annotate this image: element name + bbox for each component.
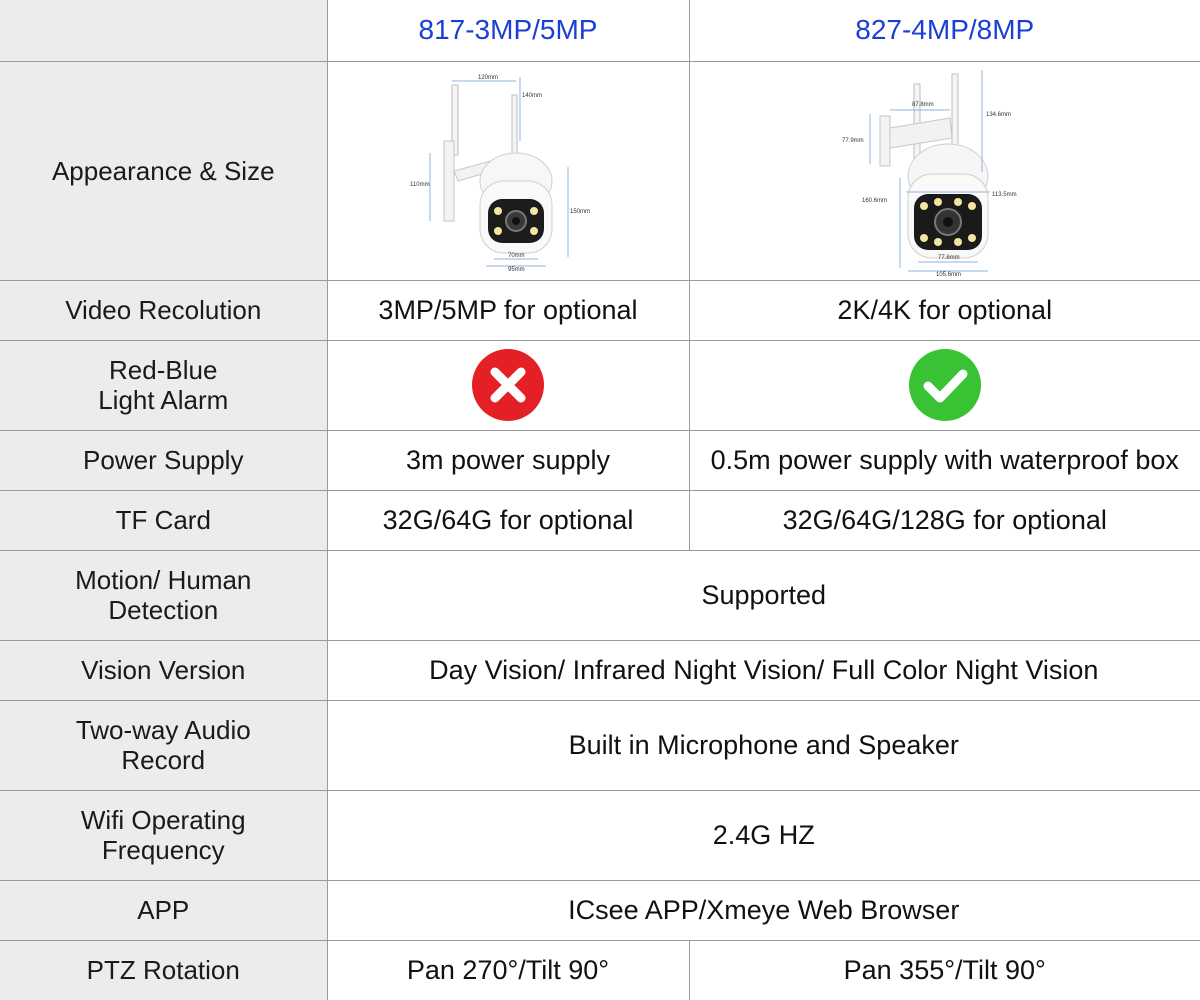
dim-label: 140mm — [522, 92, 543, 99]
dim-label: 110mm — [410, 181, 430, 188]
row-label — [0, 340, 327, 430]
model-b-camera-image — [690, 66, 1200, 276]
row-label — [0, 280, 327, 340]
audio-value: Built in Microphone and Speaker — [568, 729, 959, 760]
model-a-value — [327, 490, 689, 550]
dim-label: 150mm — [570, 208, 591, 215]
camera-b-diagram — [840, 66, 1050, 276]
row-label — [0, 940, 327, 1000]
model-b-value — [689, 940, 1200, 1000]
shared-value — [327, 790, 1200, 880]
shared-value — [327, 700, 1200, 790]
row-app — [0, 880, 1200, 940]
shared-value — [327, 880, 1200, 940]
row-alarm — [0, 340, 1200, 430]
dim-label: 105.6mm — [935, 271, 961, 276]
header-corner-cell — [0, 0, 327, 61]
row-wifi — [0, 790, 1200, 880]
row-label — [0, 700, 327, 790]
video-b-value: 2K/4K for optional — [837, 294, 1053, 325]
dim-label: 70mm — [508, 252, 525, 259]
ptz-b-value: Pan 355°/Tilt 90° — [843, 954, 1046, 985]
ptz-a-value: Pan 270°/Tilt 90° — [406, 954, 610, 985]
motion-label: Motion/ Human Detection — [75, 565, 252, 625]
model-a-value — [327, 280, 689, 340]
video-a-value: 3MP/5MP for optional — [378, 294, 638, 325]
tf-a-value: 32G/64G for optional — [382, 504, 634, 535]
motion-value: Supported — [701, 579, 827, 610]
power-a-value: 3m power supply — [405, 444, 611, 475]
header-model-a — [327, 0, 689, 61]
row-video — [0, 280, 1200, 340]
dim-label: 77.6mm — [937, 254, 960, 261]
model-b-value — [689, 280, 1200, 340]
power-label: Power Supply — [83, 445, 244, 475]
row-label — [0, 880, 327, 940]
audio-label: Two-way Audio Record — [75, 715, 251, 775]
dim-label: 87.8mm — [911, 101, 934, 108]
header-model-b — [689, 0, 1200, 61]
ptz-label: PTZ Rotation — [86, 955, 240, 986]
dim-label: 120mm — [478, 74, 499, 81]
model-a-value — [327, 430, 689, 490]
vision-label: Vision Version — [81, 655, 246, 685]
model-b-value — [689, 430, 1200, 490]
vision-value: Day Vision/ Infrared Night Vision/ Full Color Night Vision — [429, 654, 1099, 685]
appearance-label: Appearance & Size — [51, 155, 275, 186]
dim-label: 113.5mm — [991, 191, 1017, 198]
power-b-value: 0.5m power supply with waterproof box — [710, 444, 1179, 475]
app-value: ICsee APP/Xmeye Web Browser — [568, 894, 960, 925]
model-a-value — [327, 940, 689, 1000]
camera-a-diagram — [408, 71, 608, 271]
model-b-value — [689, 490, 1200, 550]
wifi-value: 2.4G HZ — [712, 819, 815, 850]
alarm-label: Red-Blue Light Alarm — [98, 355, 229, 415]
dim-label: 77.9mm — [841, 137, 864, 144]
row-motion — [0, 550, 1200, 640]
shared-value — [327, 640, 1200, 700]
row-power — [0, 430, 1200, 490]
row-label — [0, 430, 327, 490]
row-appearance — [0, 61, 1200, 280]
model-a-title: 817-3MP/5MP — [418, 14, 598, 46]
tf-label: TF Card — [115, 505, 211, 535]
model-a-image-cell — [327, 61, 689, 280]
app-label: APP — [137, 895, 190, 925]
shared-value — [327, 550, 1200, 640]
dim-label: 134.6mm — [985, 111, 1011, 118]
row-ptz — [0, 940, 1200, 1000]
row-label — [0, 790, 327, 880]
cross-icon — [471, 348, 545, 422]
tf-b-value: 32G/64G/128G for optional — [782, 504, 1107, 535]
model-a-camera-image — [328, 71, 689, 271]
row-label — [0, 550, 327, 640]
row-label — [0, 640, 327, 700]
model-b-title: 827-4MP/8MP — [855, 14, 1035, 46]
dim-label: 95mm — [508, 266, 525, 271]
row-label — [0, 490, 327, 550]
row-vision — [0, 640, 1200, 700]
model-b-value — [689, 340, 1200, 430]
dim-label: 160.6mm — [861, 197, 887, 204]
row-tf-card — [0, 490, 1200, 550]
row-audio — [0, 700, 1200, 790]
header-row — [0, 0, 1200, 61]
model-a-value — [327, 340, 689, 430]
wifi-label: Wifi Operating Frequency — [80, 805, 246, 865]
row-label — [0, 61, 327, 280]
check-icon — [908, 348, 982, 422]
model-b-image-cell — [689, 61, 1200, 280]
video-label: Video Recolution — [65, 295, 262, 325]
